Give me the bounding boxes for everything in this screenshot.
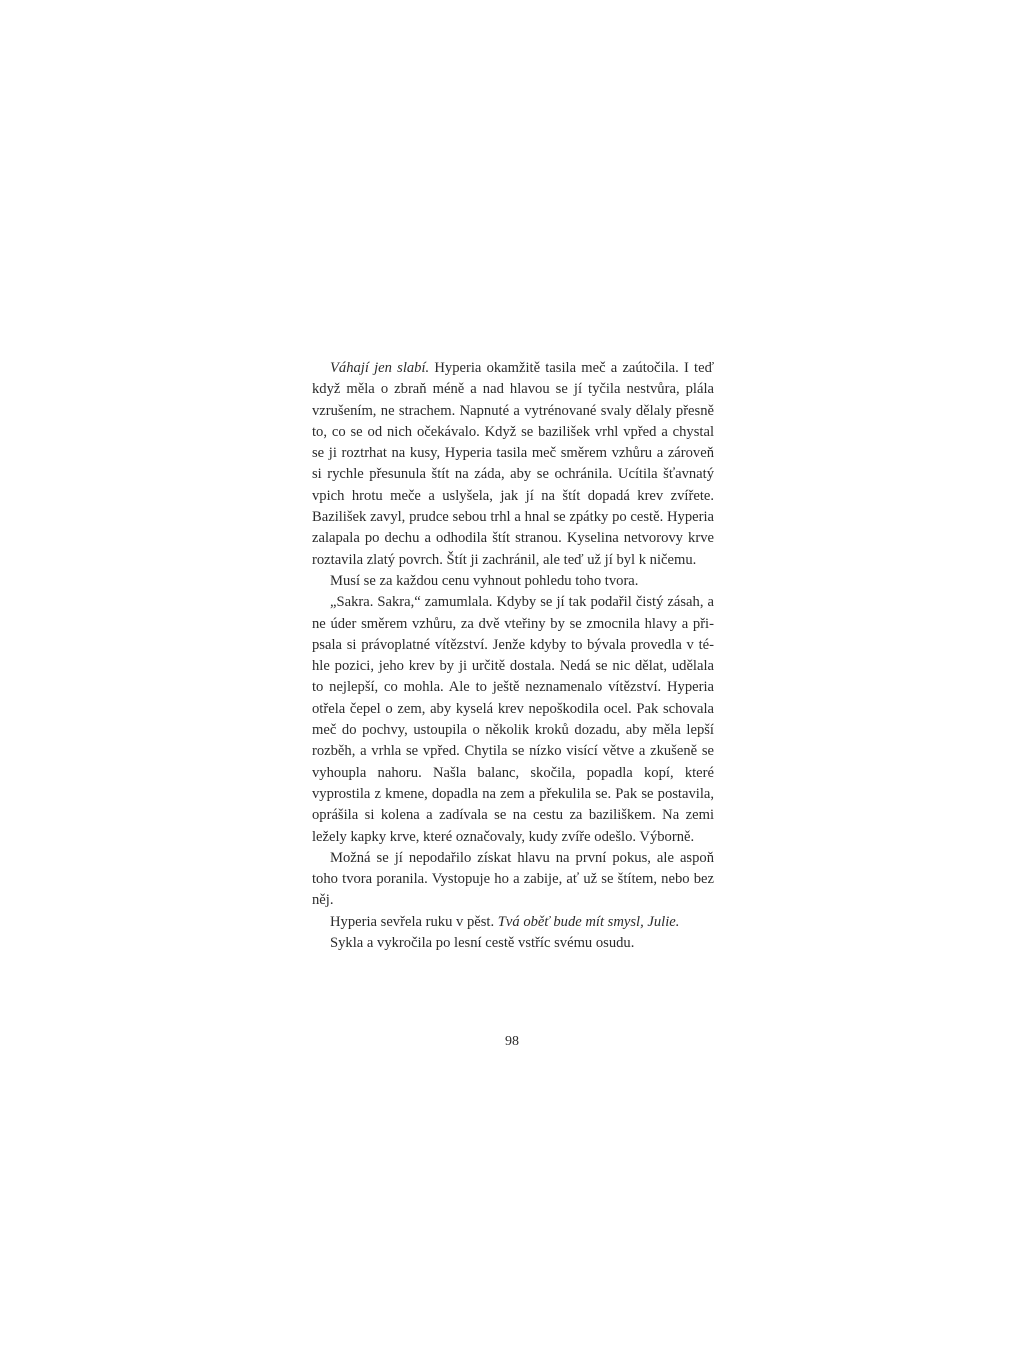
paragraph-3: „Sakra. Sakra,“ zamumlala. Kdyby se jí tak podařil čistý zásah, a ne úder směrem vzhůru, za dvě vteřiny by se zmocnila hlavy a připsala si právoplatné vítězství. Jenže kdyby to bývala provedla v téhle pozici, jeho krev by ji určitě dostala. Nedá se nic dělat, udělala to nejlepší, co mohla. Ale to ještě neznamenalo vítězství. Hyperia otřela čepel o zem, aby kyselá krev nepoškodila ocel. Pak schovala meč do pochvy, ustoupila o několik kroků dozadu, aby měla lepší rozběh, a vrhla se vpřed. Chytila se nízko visící větve a zkušeně se vyhoupla nahoru. Našla balanc, skočila, popadla kopí, které vyprostila z kmene, dopadla na zem a překulila se. Pak se postavila, oprášila si kolena a zadívala se na cestu za baziliškem. Na zemi ležely kapky krve, které označovaly, kudy zvíře odešlo. Výborně.: [312, 594, 714, 845]
page-number: 98: [505, 1034, 519, 1049]
paragraph-5: [312, 912, 714, 933]
paragraph-2: Musí se za každou cenu vyhnout pohledu toho tvora.: [330, 572, 639, 589]
paragraph-6: Sykla a vykročila po lesní cestě vstříc svému osudu.: [330, 935, 635, 952]
italic-lead: Váhají jen slabí.: [330, 360, 430, 376]
paragraph-4: Možná se jí nepodařilo získat hlavu na první pokus, ale aspoň toho tvora poranila. Vystopuje ho a zabije, ať už se štítem, nebo bez něj.: [312, 849, 714, 909]
italic-thought: Tvá oběť bude mít smysl, Julie.: [497, 913, 680, 930]
paragraph-1: [312, 358, 714, 571]
paragraph-1-text: Hyperia okamžitě tasila meč a zaútočila. I teď když měla o zbraň méně a nad hlavou se jí tyčila nestvůra, plála vzrušením, ne strachem. Napnuté a vytrénované svaly dělaly přesně to, co se od nich očekávalo. Když se bazilišek vrhl vpřed a chystal se ji roztrhat na kusy, Hyperia tasila meč směrem vzhůru a zároveň si rychle přesunula štít na záda, aby se ochránila. Ucítila šťavnatý vpich hrotu meče a uslyšela, jak jí na štít dopadá krev zvířete. Bazilišek zavyl, prudce sebou trhl a hnal se zpátky po cestě. Hyperia zalapala po dechu a odhodila štít stranou. Kyselina netvorovy krve roztavila zlatý povrch. Štít ji zachránil, ale teď už jí byl k ničemu.: [312, 360, 715, 568]
paragraph-5-text: Hyperia sevřela ruku v pěst.: [330, 913, 498, 930]
body-text: [312, 358, 714, 954]
